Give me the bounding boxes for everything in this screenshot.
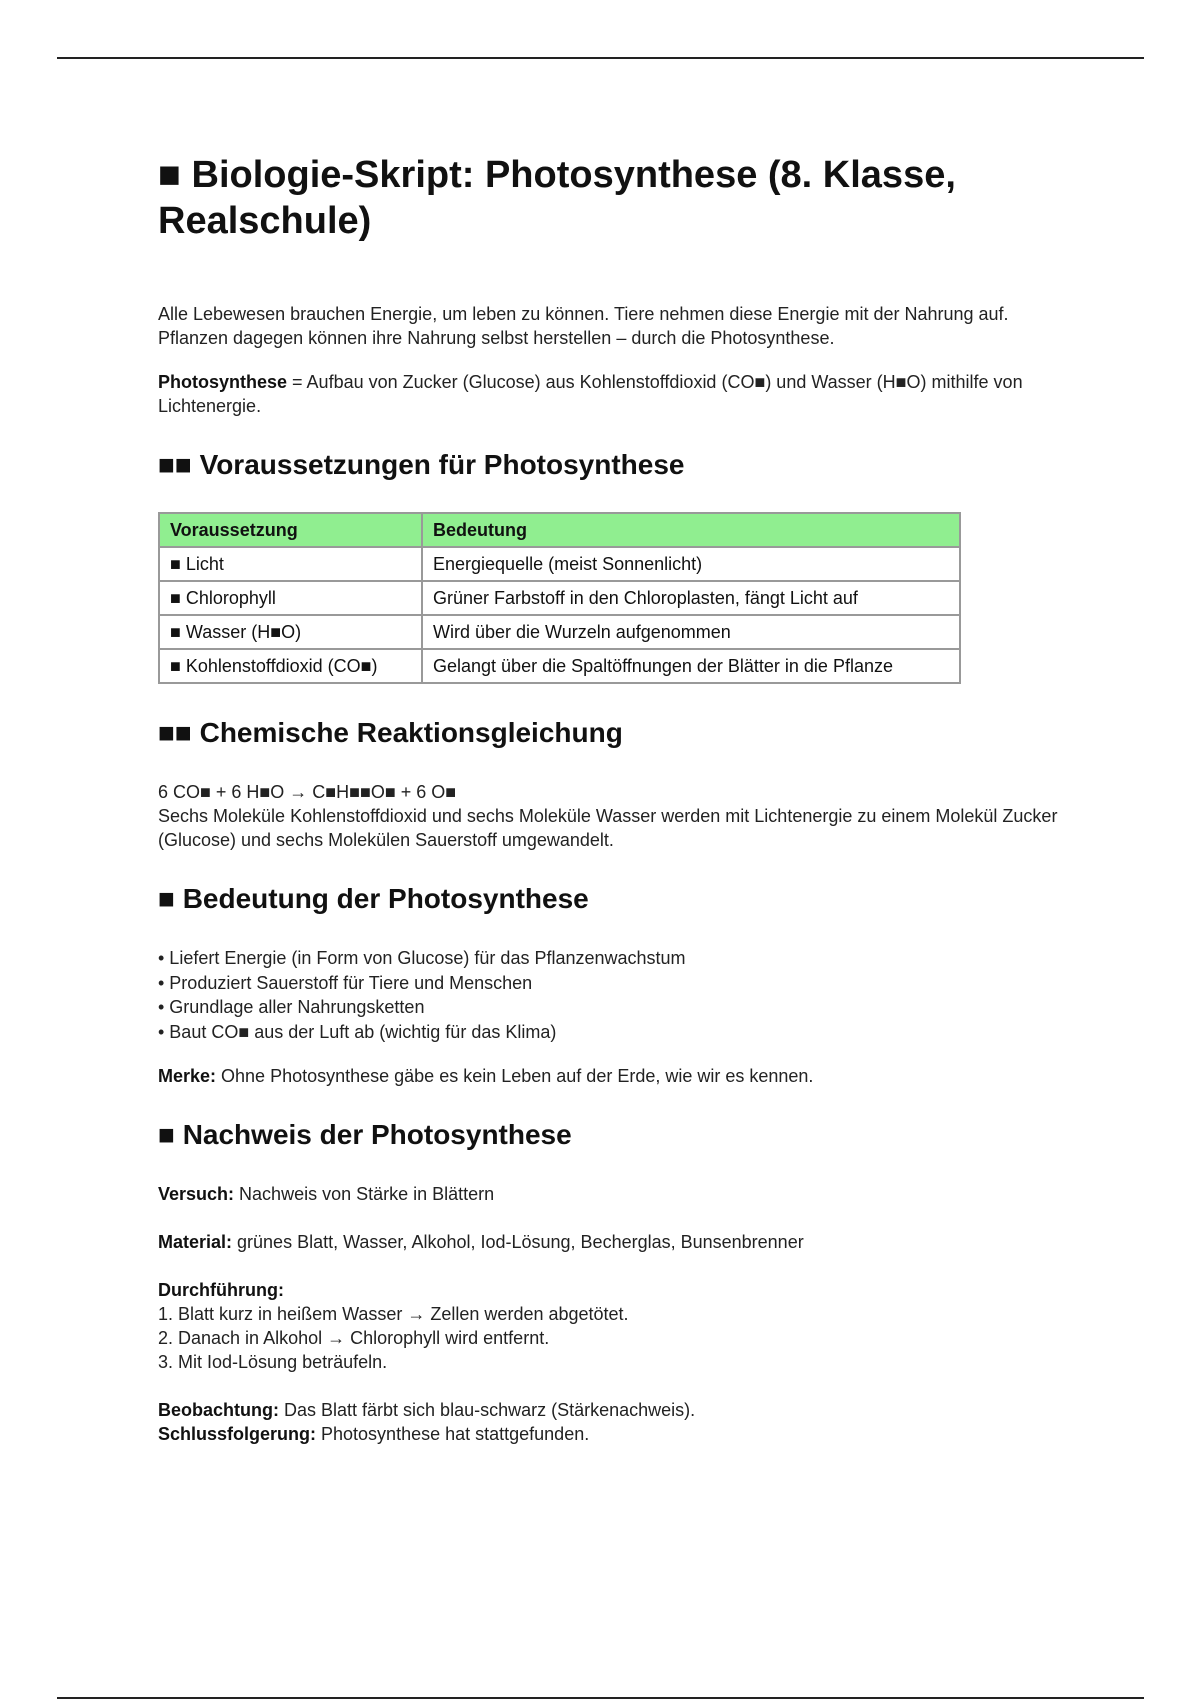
list-item: • Produziert Sauerstoff für Tiere und Menschen — [158, 972, 533, 993]
procedure-label: Durchführung: — [158, 1280, 284, 1300]
experiment-label: Versuch: — [158, 1184, 235, 1204]
definition-paragraph — [158, 370, 1058, 418]
importance-heading: ■ Bedeutung der Photosynthese — [158, 883, 589, 914]
table-cell-meaning: Grüner Farbstoff in den Chloroplasten, fängt Licht auf — [422, 581, 960, 615]
reaction-equation: 6 CO■ + 6 H■O → C■H■■O■ + 6 O■ — [158, 782, 457, 802]
note-label: Merke: — [158, 1066, 217, 1086]
observation-paragraph — [158, 1398, 1058, 1422]
table-cell-item: ■ Chlorophyll — [159, 581, 422, 615]
table-cell-item: ■ Kohlenstoffdioxid (CO■) — [159, 649, 422, 683]
note-text: Ohne Photosynthese gäbe es kein Leben auf der Erde, wie wir es kennen. — [216, 1066, 814, 1086]
column-header-requirement: Voraussetzung — [159, 513, 422, 547]
procedure-step: 3. Mit Iod-Lösung beträufeln. — [158, 1352, 388, 1372]
observation-label: Beobachtung: — [158, 1400, 279, 1420]
equation-explanation: Sechs Moleküle Kohlenstoffdioxid und sechs Moleküle Wasser werden mit Lichtenergie zu einem Molekül Zucker (Glucose) und sechs Molekülen Sauerstoff umgewandelt. — [158, 806, 1058, 850]
definition-text: = Aufbau von Zucker (Glucose) aus Kohlenstoffdioxid (CO■) und Wasser (H■O) mithilfe von Lichtenergie. — [158, 372, 1023, 416]
table-header-row — [159, 513, 960, 547]
table-cell-meaning: Energiequelle (meist Sonnenlicht) — [422, 547, 960, 581]
bottom-rule — [57, 1697, 1144, 1699]
procedure-step: 2. Danach in Alkohol → Chlorophyll wird entfernt. — [158, 1328, 550, 1348]
table-cell-item: ■ Licht — [159, 547, 422, 581]
document-body — [158, 152, 1058, 1446]
conclusion-text: Photosynthese hat stattgefunden. — [316, 1424, 590, 1444]
material-label: Material: — [158, 1232, 233, 1252]
definition-term: Photosynthese — [158, 372, 288, 392]
note-paragraph — [158, 1064, 1058, 1088]
requirements-table — [158, 512, 961, 684]
table-row — [159, 547, 960, 581]
importance-list — [158, 946, 1058, 1044]
table-row — [159, 581, 960, 615]
list-item: • Grundlage aller Nahrungsketten — [158, 997, 425, 1017]
procedure-label-line — [158, 1278, 1058, 1302]
page-title: ■ Biologie-Skript: Photosynthese (8. Klasse, Realschule) — [158, 154, 956, 242]
experiment-paragraph — [158, 1182, 1058, 1206]
table-cell-item: ■ Wasser (H■O) — [159, 615, 422, 649]
material-text: grünes Blatt, Wasser, Alkohol, Iod-Lösung, Becherglas, Bunsenbrenner — [232, 1232, 804, 1252]
table-cell-meaning: Gelangt über die Spaltöffnungen der Blätter in die Pflanze — [422, 649, 960, 683]
conclusion-label: Schlussfolgerung: — [158, 1424, 317, 1444]
intro-paragraph: Alle Lebewesen brauchen Energie, um leben zu können. Tiere nehmen diese Energie mit der Nahrung auf. Pflanzen dagegen können ihre Nahrung selbst herstellen – durch die Photosynthese. — [158, 304, 1009, 348]
material-paragraph — [158, 1230, 1058, 1254]
column-header-meaning: Bedeutung — [422, 513, 960, 547]
procedure-step: 1. Blatt kurz in heißem Wasser → Zellen werden abgetötet. — [158, 1304, 629, 1324]
table-row — [159, 615, 960, 649]
table-row — [159, 649, 960, 683]
list-item: • Liefert Energie (in Form von Glucose) für das Pflanzenwachstum — [158, 948, 686, 968]
equation-heading: ■■ Chemische Reaktionsgleichung — [158, 717, 623, 748]
experiment-text: Nachweis von Stärke in Blättern — [234, 1184, 495, 1204]
table-cell-meaning: Wird über die Wurzeln aufgenommen — [422, 615, 960, 649]
requirements-heading: ■■ Voraussetzungen für Photosynthese — [158, 449, 685, 480]
conclusion-paragraph — [158, 1422, 1058, 1446]
proof-heading: ■ Nachweis der Photosynthese — [158, 1119, 572, 1150]
list-item: • Baut CO■ aus der Luft ab (wichtig für das Klima) — [158, 1021, 557, 1042]
top-rule — [57, 57, 1144, 59]
observation-text: Das Blatt färbt sich blau-schwarz (Stärkenachweis). — [279, 1400, 696, 1420]
